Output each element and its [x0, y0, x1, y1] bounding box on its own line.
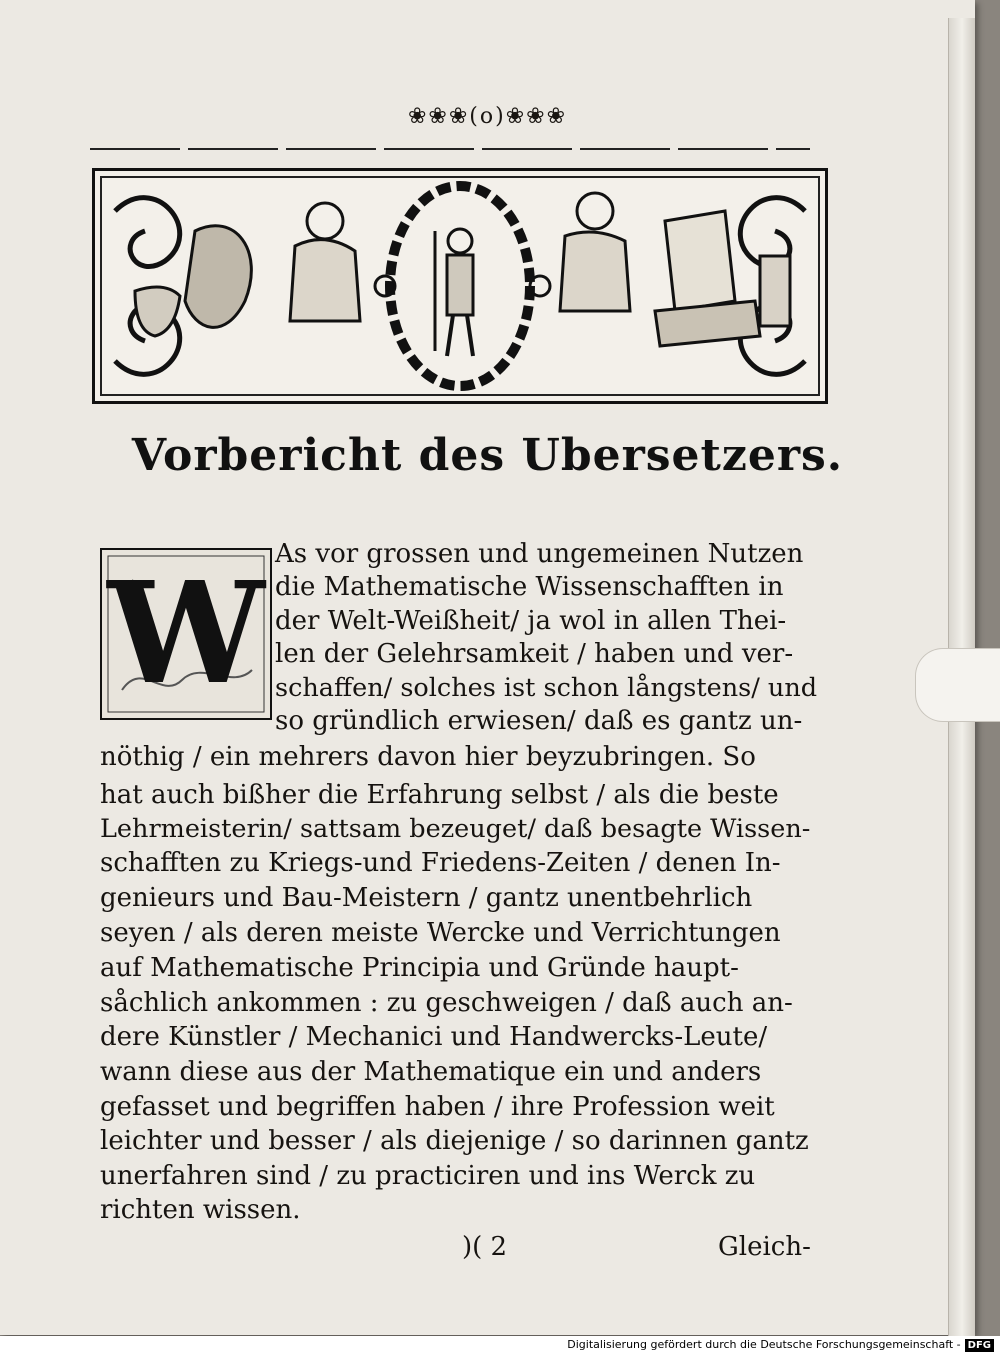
text-line: dere Künstler / Mechanici und Handwercks-Leute/	[100, 1022, 768, 1052]
text-line: auf Mathematische Principia und Gründe haupt-	[100, 953, 739, 983]
text-line: genieurs und Bau-Meistern / gantz unentbehrlich	[100, 883, 753, 913]
woodcut-headpiece	[92, 168, 828, 404]
text-line: der Welt-Weißheit/ ja wol in allen Thei-	[275, 606, 787, 636]
page-tab-marker	[915, 648, 1000, 722]
text-line: die Mathematische Wissenschafften in	[275, 572, 784, 602]
text-line: unerfahren sind / zu practiciren und ins Werck zu	[100, 1161, 756, 1191]
text-line: richten wissen.	[100, 1195, 301, 1225]
text-line: len der Gelehrsamkeit / haben und ver-	[275, 639, 794, 669]
text-line: schafften zu Kriegs-und Friedens-Zeiten / denen In-	[100, 848, 781, 878]
text-line: wann diese aus der Mathematique ein und anders	[100, 1057, 762, 1087]
text-line: schaffen/ solches ist schon långstens/ und	[275, 673, 818, 703]
catchword: Gleich-	[718, 1232, 811, 1262]
text-line: seyen / als deren meiste Wercke und Verrichtungen	[100, 918, 781, 948]
text-line: Lehrmeisterin/ sattsam bezeuget/ daß besagte Wissen-	[100, 814, 811, 844]
header-rule	[90, 146, 810, 152]
text-line: gefasset und begriffen haben / ihre Profession weit	[100, 1092, 775, 1122]
text-line: leichter und besser / als diejenige / so darinnen gantz	[100, 1126, 809, 1156]
text-line: nöthig / ein mehrers davon hier beyzubringen. So	[100, 742, 756, 772]
header-ornament: ❀❀❀(o)❀❀❀	[407, 104, 567, 129]
digitization-footer	[0, 1336, 1000, 1353]
text-line: hat auch bißher die Erfahrung selbst / als die beste	[100, 780, 779, 810]
signature-mark: )( 2	[462, 1232, 508, 1262]
footer-text: Digitalisierung gefördert durch die Deutsche Forschungsgemeinschaft -	[567, 1338, 961, 1351]
page-title: Vorbericht des Ubersetzers.	[131, 430, 844, 481]
text-line: såchlich ankommen : zu geschweigen / daß auch an-	[100, 988, 793, 1018]
initial-letter: W	[107, 552, 265, 716]
dfg-logo: DFG	[965, 1339, 994, 1352]
decorated-initial	[100, 548, 272, 720]
text-line: As vor grossen und ungemeinen Nutzen	[275, 539, 804, 569]
text-line: so gründlich erwiesen/ daß es gantz un-	[275, 706, 803, 736]
